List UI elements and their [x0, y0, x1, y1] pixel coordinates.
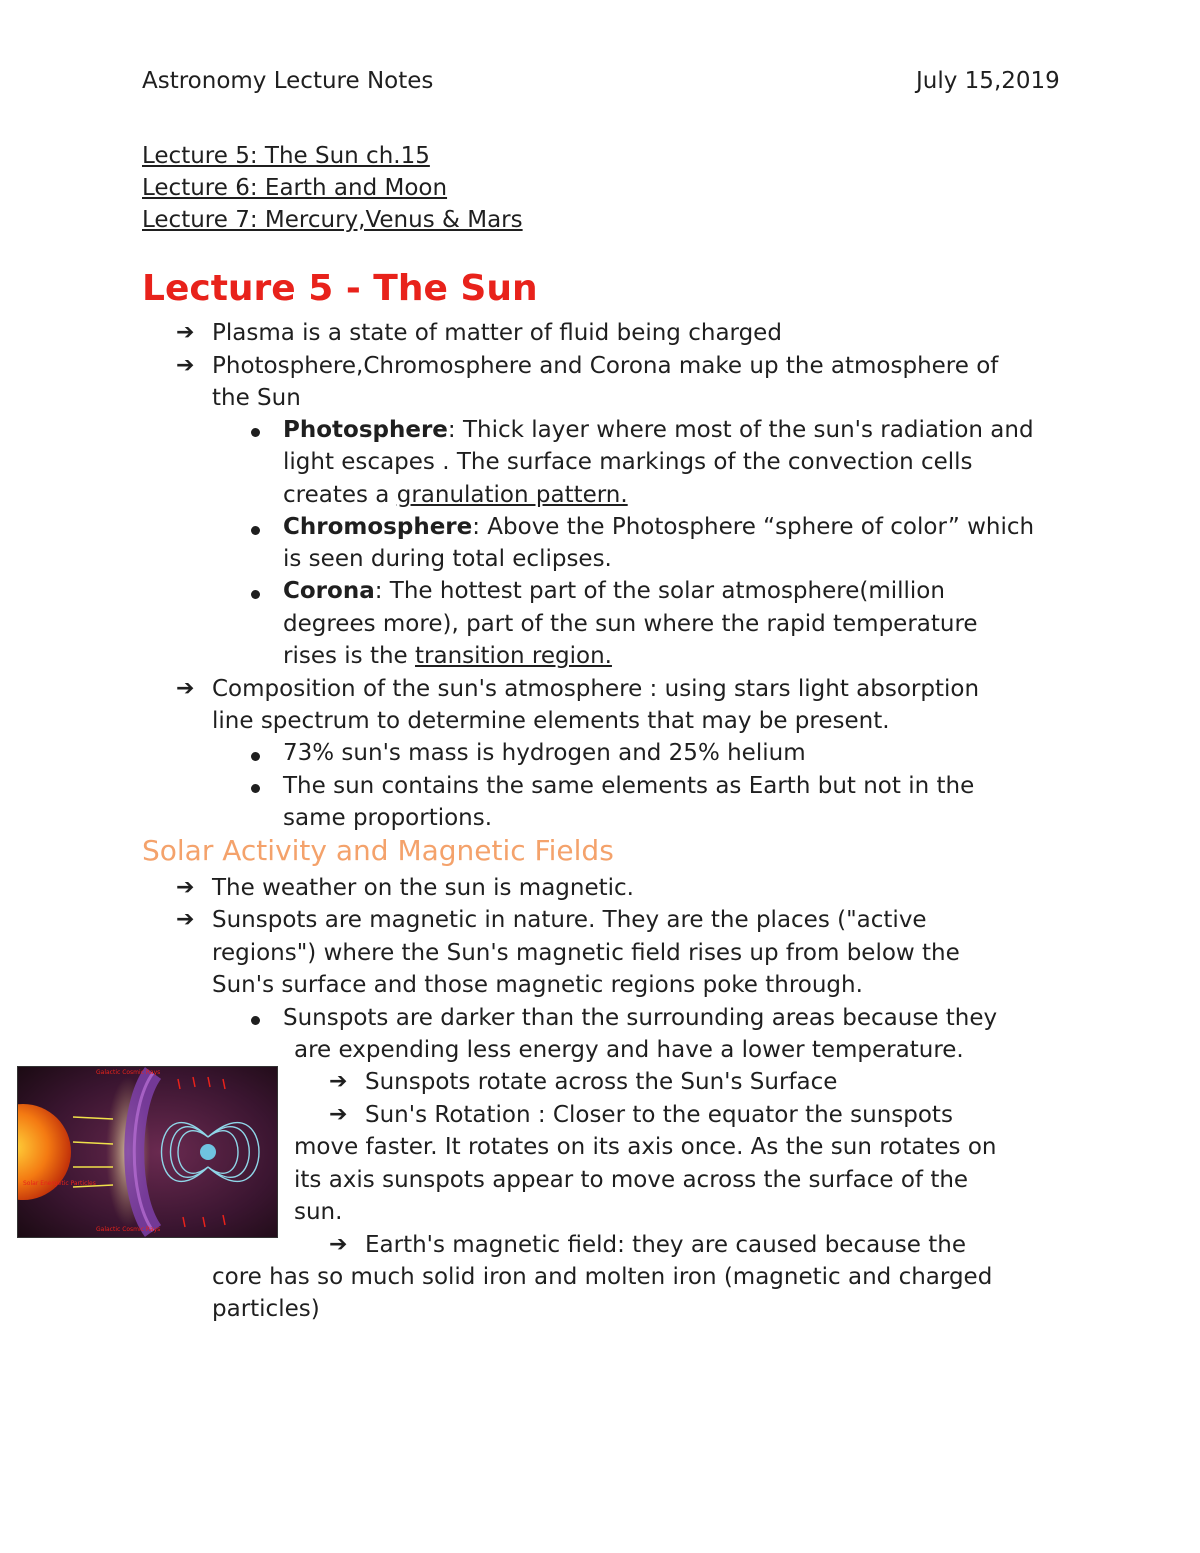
underlined-term: granulation pattern.	[396, 482, 628, 508]
list-item-continued: is seen during total eclipses.	[283, 546, 612, 572]
arrow-bullet-icon: ➔	[176, 907, 195, 932]
list-item-continued: line spectrum to determine elements that may be present.	[212, 708, 890, 734]
bullet-dot-icon	[251, 590, 260, 599]
list-item: Photosphere,Chromosphere and Corona make up the atmosphere of	[212, 353, 999, 379]
list-item: Plasma is a state of matter of fluid being charged	[212, 320, 782, 346]
list-item: Chromosphere: Above the Photosphere “sphere of color” which	[283, 514, 1035, 540]
arrow-bullet-icon: ➔	[176, 353, 195, 378]
earth-shape	[200, 1144, 216, 1160]
list-item: Earth's magnetic field: they are caused because the	[365, 1232, 966, 1258]
list-item-continued: same proportions.	[283, 805, 493, 831]
magnetosphere-illustration	[18, 1067, 277, 1237]
list-item: Sunspots rotate across the Sun's Surface	[365, 1069, 838, 1095]
list-item: Sunspots are darker than the surrounding areas because they	[283, 1005, 998, 1031]
toc-link-lecture-5[interactable]: Lecture 5: The Sun ch.15	[142, 143, 430, 169]
section-heading-solar-activity: Solar Activity and Magnetic Fields	[142, 834, 614, 867]
list-item-continued: Sun's surface and those magnetic regions poke through.	[212, 972, 863, 998]
list-item: The sun contains the same elements as Earth but not in the	[283, 773, 975, 799]
document-title: Astronomy Lecture Notes	[142, 68, 434, 94]
section-heading-sun: Lecture 5 - The Sun	[142, 268, 538, 309]
toc-link-lecture-7[interactable]: Lecture 7: Mercury,Venus & Mars	[142, 207, 523, 233]
toc-link-lecture-6[interactable]: Lecture 6: Earth and Moon	[142, 175, 448, 201]
underlined-term: transition region.	[415, 643, 612, 669]
figure-label-bottom: Galactic Cosmic Rays	[96, 1226, 161, 1233]
arrow-bullet-icon: ➔	[329, 1069, 348, 1094]
bullet-dot-icon	[251, 526, 260, 535]
list-item-continued: the Sun	[212, 385, 301, 411]
bullet-dot-icon	[251, 752, 260, 761]
arrow-bullet-icon: ➔	[329, 1232, 348, 1257]
list-item-continued: degrees more), part of the sun where the rapid temperature	[283, 611, 978, 637]
list-item-continued: light escapes . The surface markings of the convection cells	[283, 449, 973, 475]
list-item: Photosphere: Thick layer where most of the sun's radiation and	[283, 417, 1034, 443]
list-item-continued: sun.	[294, 1199, 343, 1225]
term-photosphere: Photosphere	[283, 417, 448, 443]
list-item-continued: its axis sunspots appear to move across the surface of the	[294, 1167, 969, 1193]
list-item-continued: move faster. It rotates on its axis once. As the sun rotates on	[294, 1134, 997, 1160]
arrow-bullet-icon: ➔	[176, 676, 195, 701]
arrow-bullet-icon: ➔	[176, 875, 195, 900]
magnetosphere-figure	[17, 1066, 278, 1238]
list-item-continued: particles)	[212, 1296, 320, 1322]
list-item-continued: regions") where the Sun's magnetic field rises up from below the	[212, 940, 960, 966]
list-item-continued: rises is the transition region.	[283, 643, 612, 669]
list-item: Sunspots are magnetic in nature. They are the places ("active	[212, 907, 927, 933]
list-item-continued: are expending less energy and have a lower temperature.	[294, 1037, 964, 1063]
list-item: Sun's Rotation : Closer to the equator the sunspots	[365, 1102, 953, 1128]
list-item: Composition of the sun's atmosphere : using stars light absorption	[212, 676, 980, 702]
list-item: 73% sun's mass is hydrogen and 25% helium	[283, 740, 806, 766]
figure-label-top: Galactic Cosmic Rays	[96, 1069, 161, 1076]
list-item-continued: creates a granulation pattern.	[283, 482, 628, 508]
bullet-dot-icon	[251, 1016, 260, 1025]
list-item: The weather on the sun is magnetic.	[212, 875, 634, 901]
list-item-continued: core has so much solid iron and molten iron (magnetic and charged	[212, 1264, 993, 1290]
term-chromosphere: Chromosphere	[283, 514, 473, 540]
arrow-bullet-icon: ➔	[176, 320, 195, 345]
term-corona: Corona	[283, 578, 375, 604]
bullet-dot-icon	[251, 428, 260, 437]
document-date: July 15,2019	[916, 68, 1060, 94]
table-of-contents	[142, 140, 523, 236]
bullet-dot-icon	[251, 784, 260, 793]
figure-label-left: Solar Energetic Particles	[23, 1180, 96, 1187]
arrow-bullet-icon: ➔	[329, 1102, 348, 1127]
list-item: Corona: The hottest part of the solar atmosphere(million	[283, 578, 945, 604]
